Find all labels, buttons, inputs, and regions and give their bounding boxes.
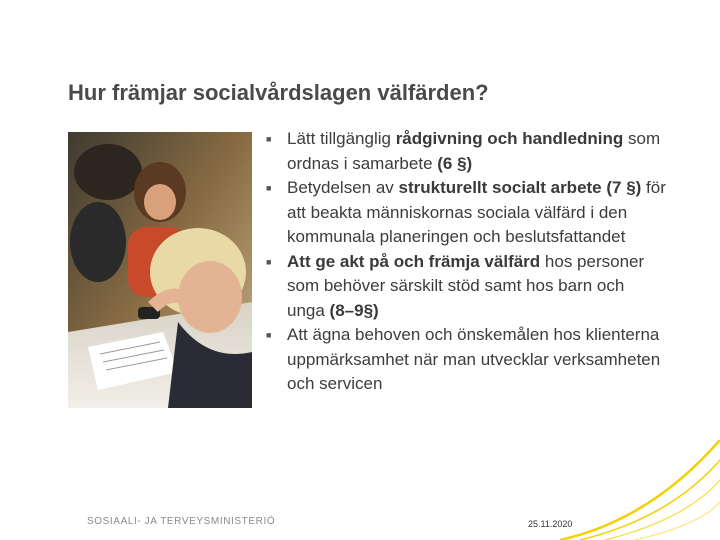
bold-text-segment: Att ge akt på och främja välfärd	[287, 251, 541, 271]
bullet-text	[287, 252, 644, 320]
students-photo-illustration	[68, 132, 252, 408]
bullet-text	[287, 325, 660, 393]
bullet-item-3	[266, 250, 666, 324]
square-bullet-icon: ■	[266, 134, 272, 144]
text-segment: för att beakta människornas sociala välfärd i den kommunala planeringen och beslutsfattandet	[287, 178, 666, 246]
bold-text-segment: (8–9§)	[329, 300, 379, 320]
bold-text-segment: (6 §)	[437, 153, 473, 173]
square-bullet-icon: ■	[266, 256, 272, 267]
slide-title: Hur främjar socialvårdslagen välfärden?	[68, 80, 489, 105]
bullet-item-1	[266, 127, 666, 176]
yellow-swoosh-decoration	[560, 440, 720, 540]
bullet-text	[287, 129, 660, 173]
text-segment: hos personer som behöver särskilt stöd samt hos barn och unga	[287, 251, 645, 320]
text-segment: Lätt tillgänglig	[287, 129, 396, 148]
text-segment: Att ägna behoven och önskemålen hos klienterna uppmärksamhet när man utvecklar verksamheten och servicen	[287, 325, 661, 393]
bold-text-segment: strukturellt socialt arbete (7 §)	[398, 178, 642, 197]
ministry-logo-text: SOSIAALI- JA TERVEYSMINISTERIÖ	[87, 516, 276, 527]
bullet-text	[287, 178, 666, 246]
square-bullet-icon: ■	[266, 330, 272, 340]
bullet-item-2	[266, 176, 666, 250]
bullet-item-4	[266, 323, 666, 397]
students-photo	[68, 132, 252, 408]
square-bullet-icon: ■	[266, 183, 272, 193]
text-segment: Betydelsen av	[287, 178, 399, 197]
slide-date: 25.11.2020	[528, 519, 573, 529]
text-segment: som ordnas i samarbete	[287, 129, 661, 173]
bullet-list	[266, 127, 666, 397]
bold-text-segment: rådgivning och handledning	[395, 129, 624, 148]
